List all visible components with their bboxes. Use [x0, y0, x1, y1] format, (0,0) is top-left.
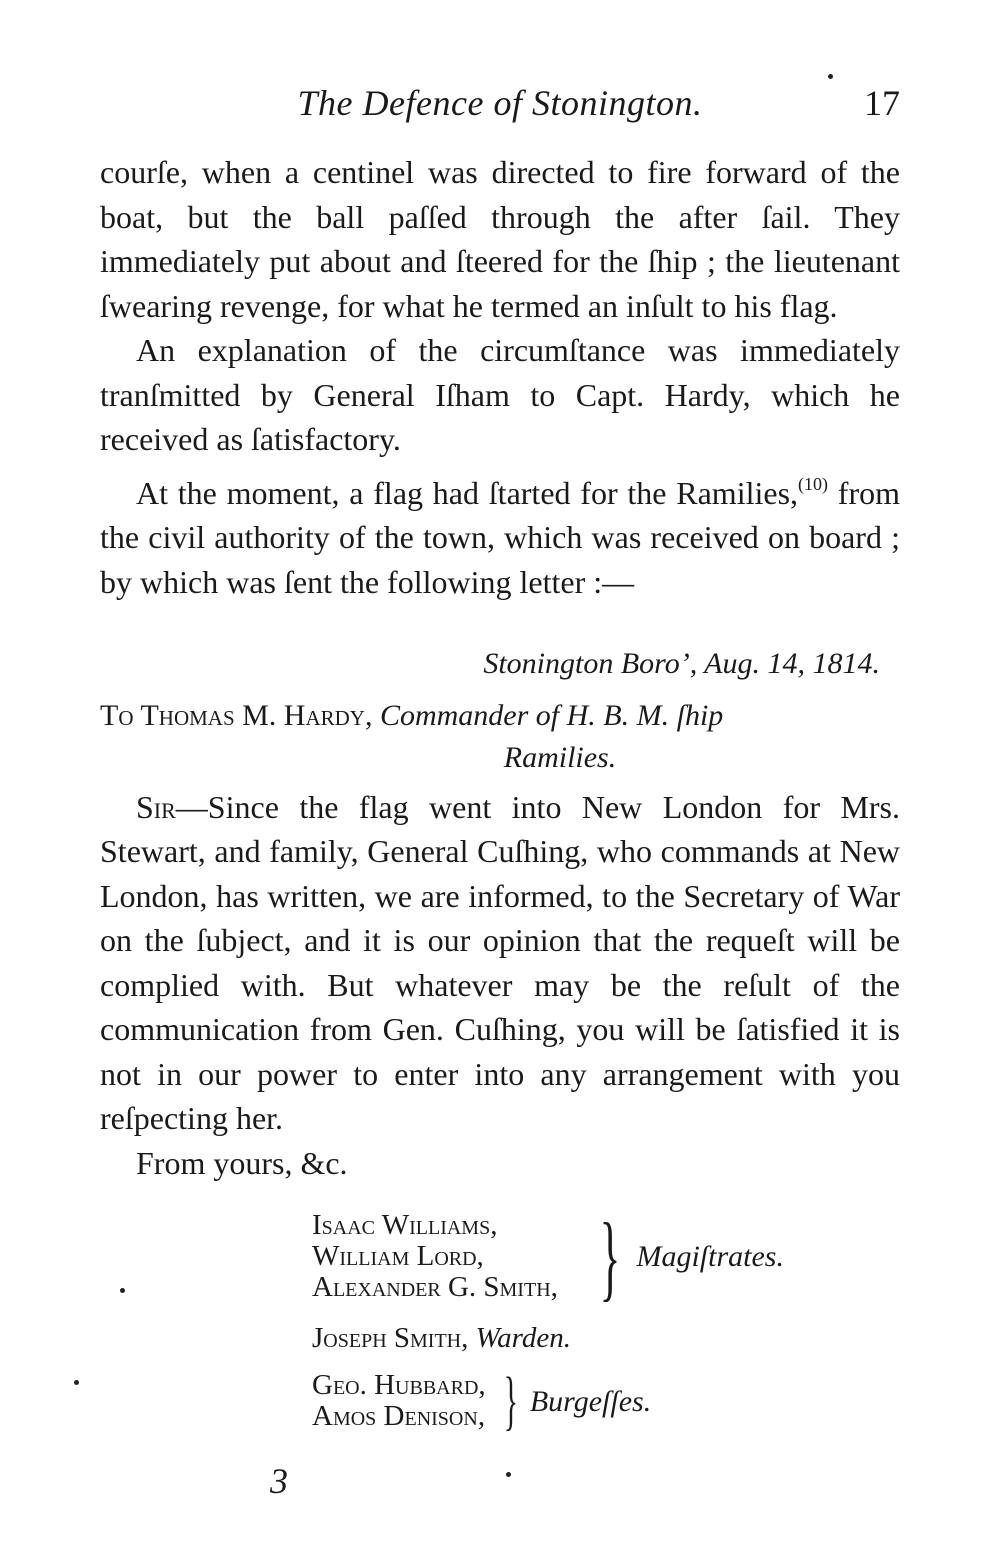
magistrates-role: Magiſtrates.	[636, 1240, 784, 1273]
paragraph-1: courſe, when a centinel was directed to fire forward of the boat, but the ball paſſed through the after ſail. They immediately put about and ſteered for the ſhip ; the lieutenant ſwearing revenge, for what he termed an inſult to his flag.	[100, 154, 900, 324]
address-title: Commander of H. B. M. ſhip	[379, 698, 724, 732]
magistrates-names	[312, 1210, 558, 1303]
paper-speck	[120, 1288, 125, 1293]
letter-salutation: Sir	[136, 788, 176, 825]
magistrates-group	[312, 1202, 932, 1310]
paragraph-3-text-a: At the moment, a flag had ſtarted for the Ramilies,	[136, 474, 799, 511]
letter-body	[100, 785, 900, 1141]
address-ship: Ramilies.	[503, 740, 617, 774]
footnote-marker: (10)	[798, 473, 829, 494]
letter-dateline: Stonington Boro’, Aug. 14, 1814.	[483, 647, 880, 680]
paragraph-3-text-b: from the civil authority of the town, which was received on board ; by which was ſent the following letter :—	[100, 474, 901, 600]
signatory-name: Isaac Williams,	[312, 1209, 498, 1241]
body-text	[100, 150, 900, 1185]
signatory-name: Alexander G. Smith,	[312, 1271, 558, 1303]
burgesses-names	[312, 1370, 486, 1432]
warden-name: Joseph Smith,	[312, 1322, 469, 1354]
printer-signature-mark: 3	[270, 1461, 288, 1501]
burgesses-group	[312, 1364, 932, 1437]
signature-block	[312, 1202, 932, 1437]
warden-role: Warden.	[475, 1322, 571, 1354]
running-title: The Defence of Stonington.	[297, 83, 703, 123]
paragraph-2: An explanation of the circumſtance was immediately tranſmitted by General Iſham to Capt. Hardy, which he received as ſatisfactory.	[100, 332, 900, 457]
page-number: 17	[864, 83, 900, 123]
signatory-name: Amos Denison,	[312, 1400, 486, 1432]
paper-speck	[828, 74, 833, 79]
paper-speck	[74, 1380, 79, 1385]
running-head	[100, 82, 900, 132]
burgesses-role: Burgeſſes.	[529, 1384, 652, 1418]
letter-body-text: —Since the flag went into New London for Mrs. Stewart, and family, General Cuſhing, who commands at New London, has written, we are informed, to the Secretary of War on the ſubject, and it is our opinion that the requeſt will be complied with. But whatever may be the reſult of the communication from Gen. Cuſhing, you will be ſatisfied it is not in our power to enter into any arrangement with you reſpecting her.	[100, 788, 900, 1136]
brace-icon: }	[503, 1364, 518, 1437]
brace-icon: }	[599, 1202, 621, 1310]
signatory-name: William Lord,	[312, 1240, 484, 1272]
letter-closing: From yours, &c.	[136, 1144, 348, 1181]
signatory-name: Geo. Hubbard,	[312, 1369, 486, 1401]
address-to: To Thomas M. Hardy,	[100, 698, 373, 732]
paragraph-3	[100, 462, 900, 605]
paper-speck	[506, 1472, 511, 1477]
warden-line	[312, 1323, 932, 1354]
letter-address	[100, 695, 900, 779]
